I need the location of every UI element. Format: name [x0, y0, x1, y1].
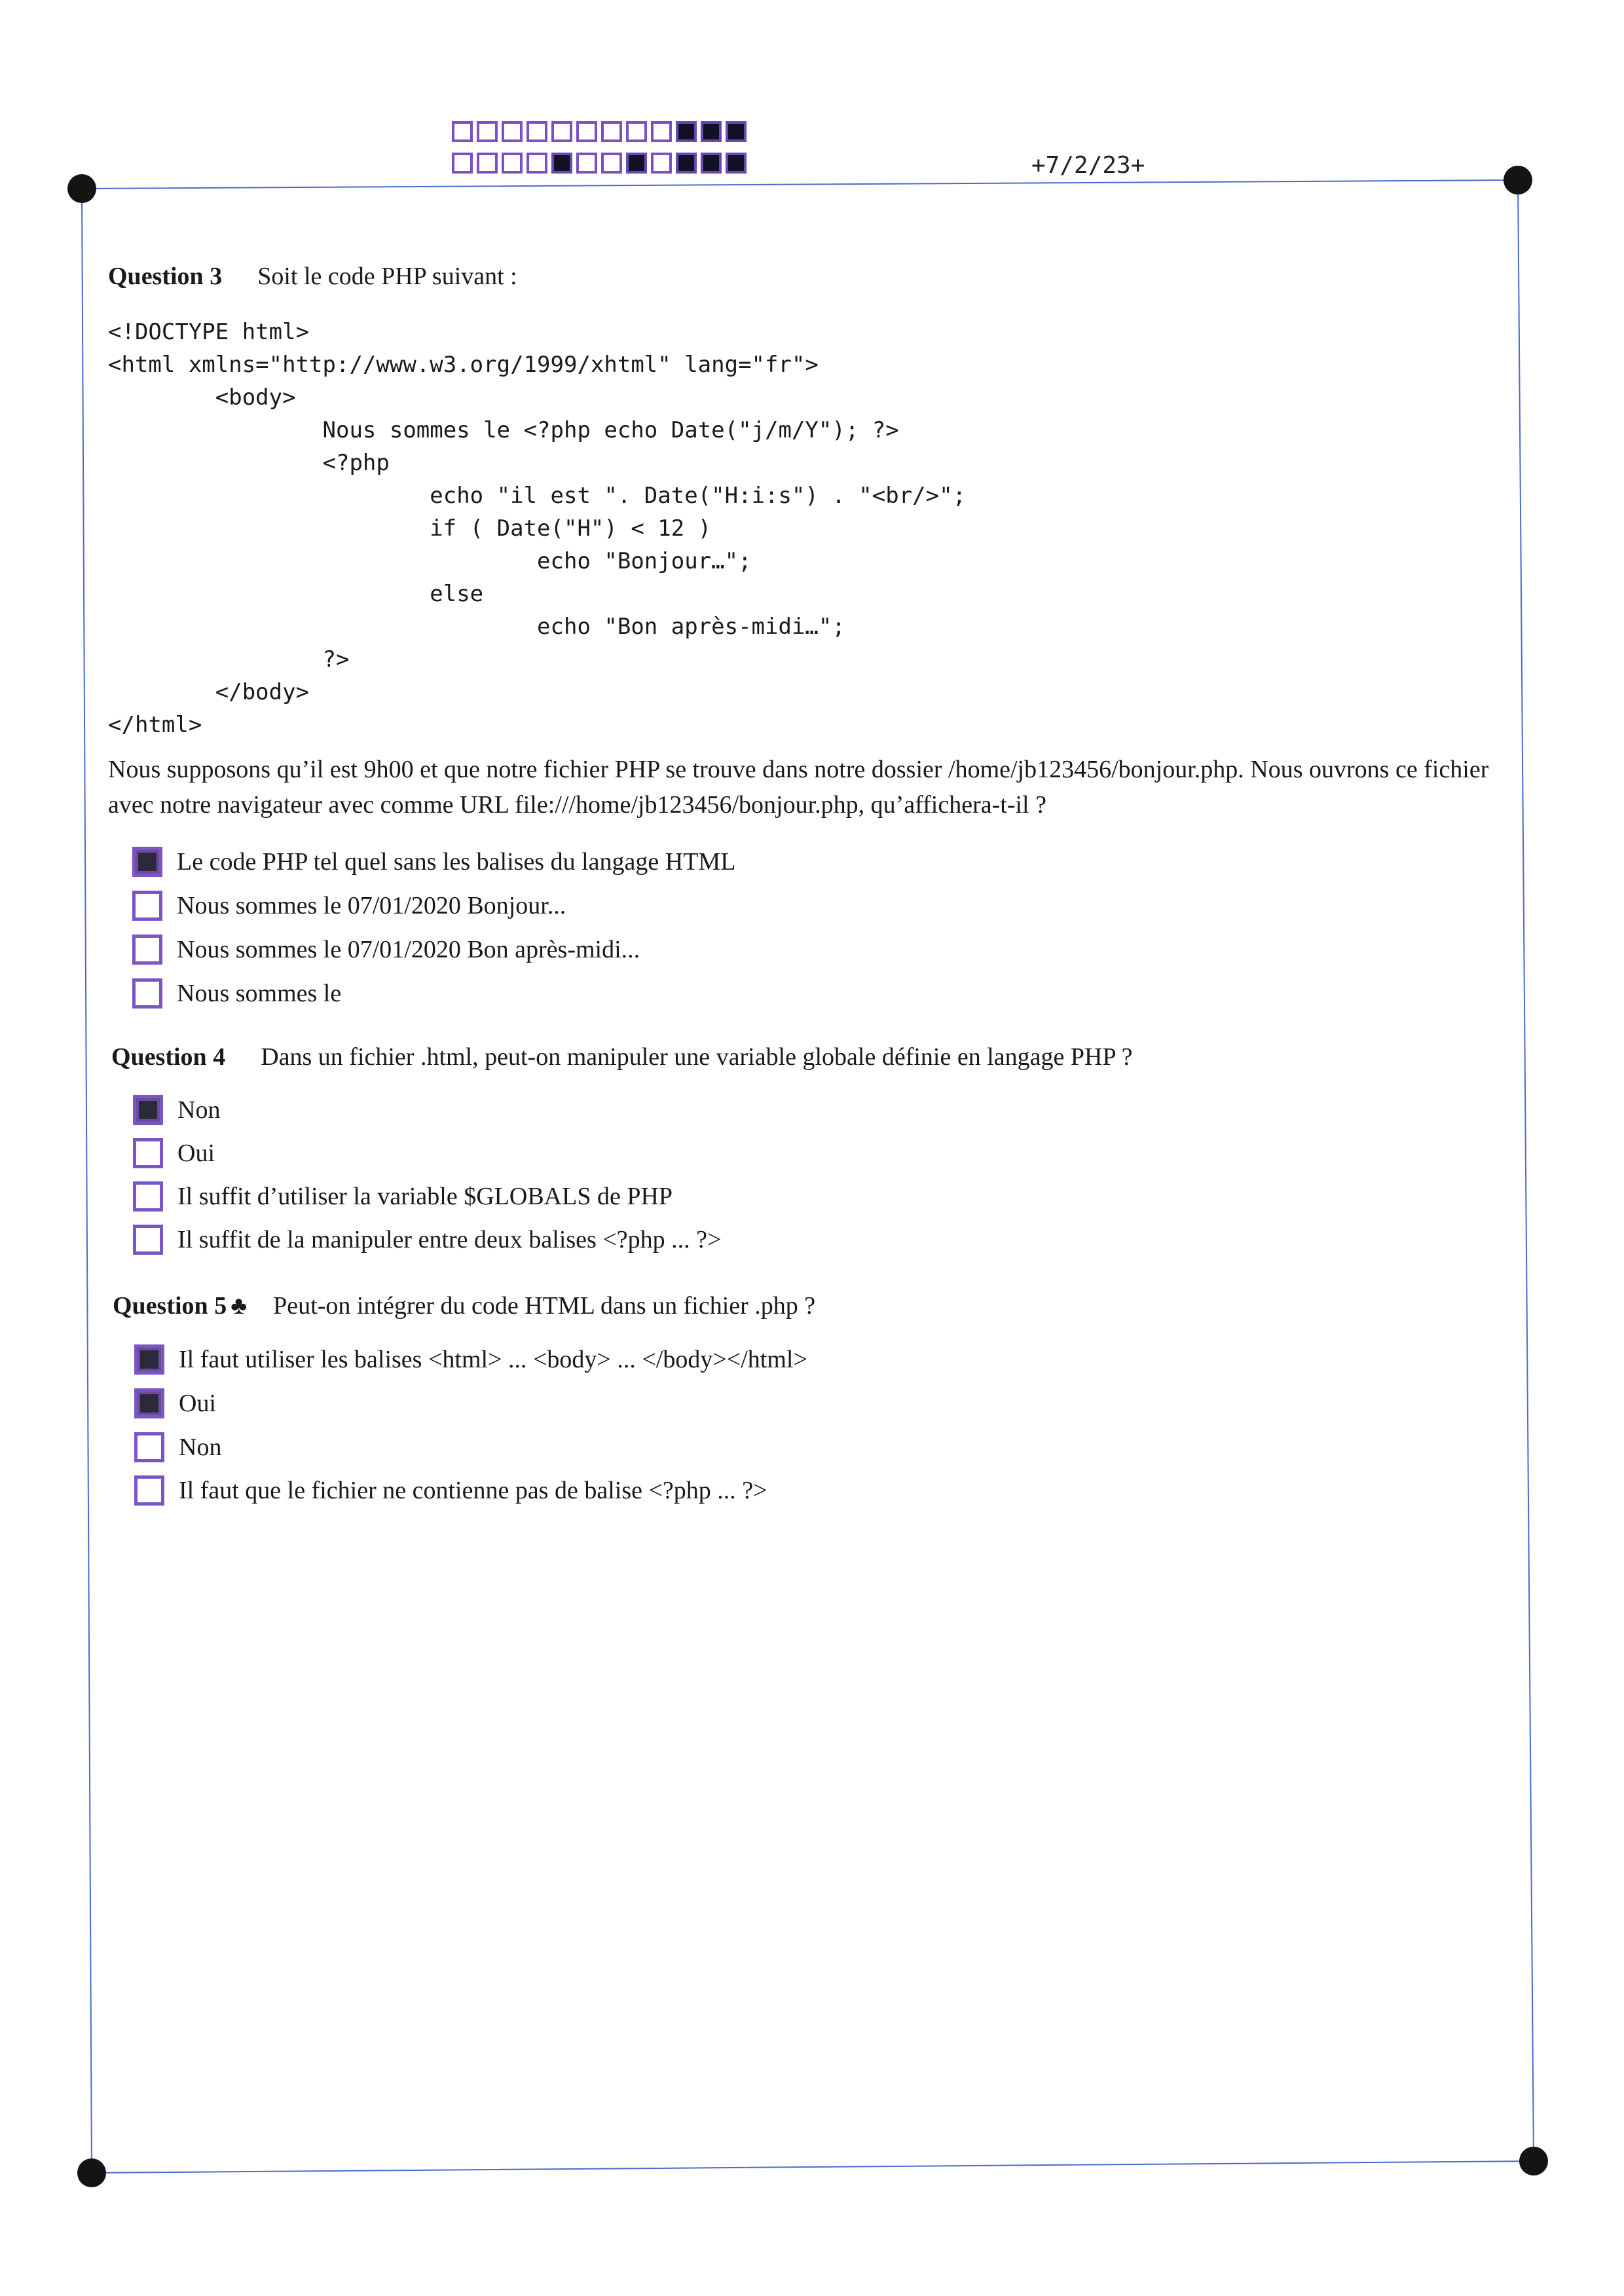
code-cell [551, 121, 572, 142]
code-cell [676, 121, 697, 142]
code-cell [502, 121, 523, 142]
code-line: echo "Bon après-midi…"; [108, 614, 845, 640]
answer-checkbox[interactable] [134, 1344, 164, 1375]
question-5-header [113, 1291, 815, 1320]
code-line: <body> [108, 384, 296, 411]
corner-marker-top-right [1504, 166, 1532, 194]
code-cell [601, 121, 622, 142]
answer-label: Nous sommes le 07/01/2020 Bon après-midi... [177, 936, 640, 963]
code-cell [726, 121, 747, 142]
answer-option[interactable] [134, 1344, 807, 1375]
answer-option[interactable] [132, 935, 640, 965]
answer-checkbox[interactable] [133, 1138, 163, 1168]
answer-option[interactable] [134, 1388, 216, 1418]
answer-checkbox[interactable] [132, 847, 162, 877]
code-cell [601, 153, 622, 174]
corner-marker-bottom-left [77, 2158, 106, 2187]
code-line: else [108, 581, 484, 607]
code-line: ?> [108, 646, 350, 673]
answer-label: Oui [177, 1139, 215, 1167]
answer-checkbox[interactable] [134, 1388, 164, 1418]
answer-option[interactable] [133, 1095, 220, 1125]
answer-label: Non [177, 1096, 221, 1124]
answer-checkbox[interactable] [132, 935, 162, 965]
answer-label: Nous sommes le 07/01/2020 Bonjour... [177, 892, 566, 919]
code-line: echo "Bonjour…"; [108, 548, 752, 574]
page-id: +7/2/23+ [1031, 152, 1145, 179]
corner-marker-top-left [67, 174, 96, 203]
answer-label: Il suffit de la manipuler entre deux balises <?php ... ?> [177, 1226, 722, 1253]
question-number: Question 4 [111, 1043, 226, 1071]
answer-option[interactable] [132, 891, 566, 921]
corner-marker-bottom-right [1519, 2147, 1548, 2176]
code-cell [726, 153, 747, 174]
code-line: <?php [108, 450, 390, 476]
php-code-block [108, 316, 966, 741]
code-cell [676, 153, 697, 174]
code-cell [701, 153, 722, 174]
code-cell [576, 153, 597, 174]
code-cell [526, 121, 547, 142]
answer-option[interactable] [133, 1138, 215, 1168]
answer-option[interactable] [134, 1432, 221, 1462]
question-3-paragraph: Nous supposons qu’il est 9h00 et que notre fichier PHP se trouve dans notre dossier /home/jb123456/bonjour.php. Nous ouvrons ce fichier avec notre navigateur avec comme URL file:///home/jb123456/bonjour.php, qu’affichera-t-il ? [108, 756, 1489, 819]
answer-label: Oui [179, 1390, 216, 1417]
id-code-row-2 [452, 153, 747, 174]
code-cell [626, 121, 647, 142]
question-number: Question 3 [108, 263, 223, 290]
answer-checkbox[interactable] [133, 1225, 163, 1255]
code-line: if ( Date("H") < 12 ) [108, 515, 712, 542]
code-line: Nous sommes le <?php echo Date("j/m/Y"); ?> [108, 417, 899, 443]
code-cell [651, 153, 672, 174]
code-cell [626, 153, 647, 174]
answer-checkbox[interactable] [132, 891, 162, 921]
question-prompt: Soit le code PHP suivant : [257, 263, 517, 290]
question-number: Question 5 [113, 1292, 227, 1320]
code-line: </html> [108, 712, 202, 738]
answer-label: Le code PHP tel quel sans les balises du langage HTML [177, 848, 736, 876]
code-cell [452, 121, 473, 142]
answer-label: Il suffit d’utiliser la variable $GLOBALS de PHP [177, 1183, 673, 1210]
code-cell [502, 153, 523, 174]
question-prompt: Dans un fichier .html, peut-on manipuler une variable globale définie en langage PHP ? [261, 1043, 1133, 1071]
answer-checkbox[interactable] [133, 1181, 163, 1212]
code-line: echo "il est ". Date("H:i:s") . "<br/>"; [108, 483, 967, 509]
code-cell [701, 121, 722, 142]
answer-label: Il faut que le fichier ne contienne pas de balise <?php ... ?> [179, 1477, 767, 1504]
question-4-header [111, 1043, 1133, 1071]
answer-label: Nous sommes le [177, 980, 342, 1007]
id-code-row-1 [452, 121, 747, 142]
answer-option[interactable] [134, 1475, 767, 1506]
answer-label: Il faut utiliser les balises <html> ... <body> ... </body></html> [179, 1346, 807, 1373]
code-cell [477, 121, 498, 142]
answer-option[interactable] [132, 847, 735, 877]
answer-checkbox[interactable] [133, 1095, 163, 1125]
answer-label: Non [179, 1434, 222, 1461]
answer-option[interactable] [133, 1225, 721, 1255]
code-cell [651, 121, 672, 142]
answer-option[interactable] [132, 978, 341, 1009]
code-line: <html xmlns="http://www.w3.org/1999/xhtml" lang="fr"> [108, 352, 819, 378]
answer-option[interactable] [133, 1181, 673, 1212]
question-3-header [108, 262, 517, 291]
code-cell [576, 121, 597, 142]
code-cell [551, 153, 572, 174]
code-cell [477, 153, 498, 174]
multiple-answer-club-icon: ♣ [231, 1292, 248, 1320]
answer-checkbox[interactable] [134, 1475, 164, 1506]
code-cell [526, 153, 547, 174]
answer-checkbox[interactable] [132, 978, 162, 1009]
answer-checkbox[interactable] [134, 1432, 164, 1462]
question-prompt: Peut-on intégrer du code HTML dans un fichier .php ? [273, 1292, 816, 1320]
code-line: <!DOCTYPE html> [108, 319, 310, 345]
code-line: </body> [108, 679, 310, 705]
code-cell [452, 153, 473, 174]
